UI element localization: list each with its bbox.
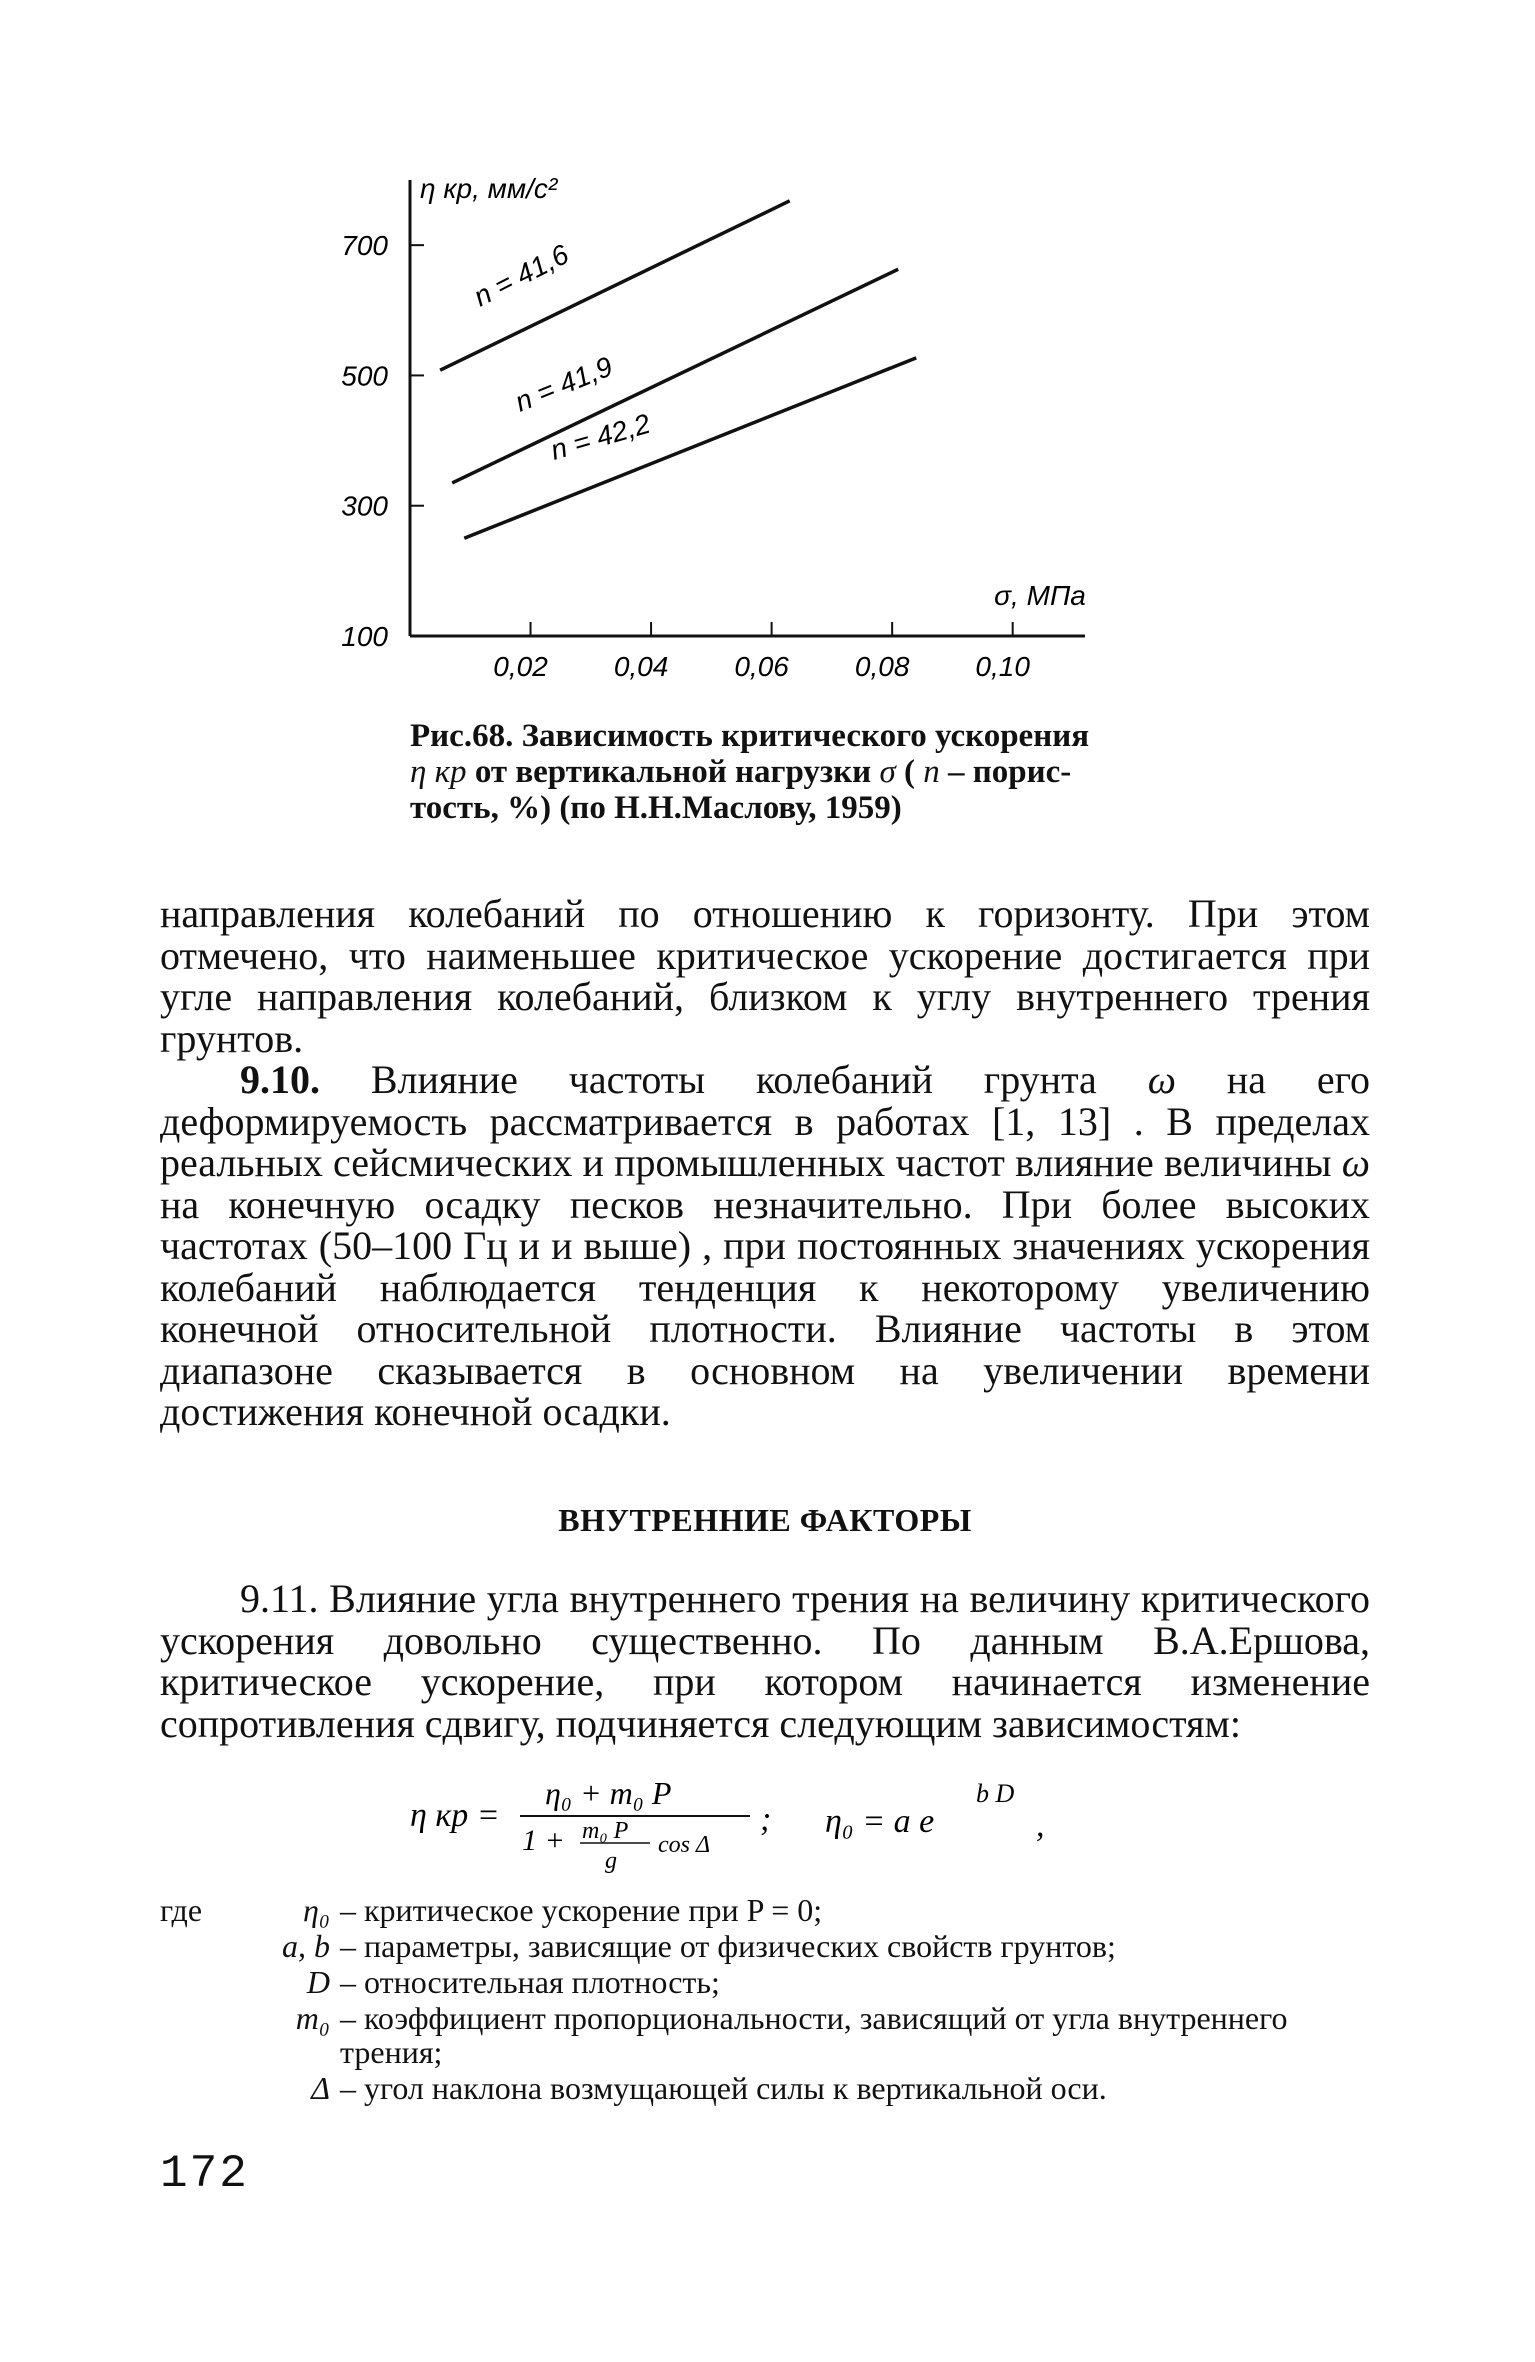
y-tick-label: 100 (341, 621, 388, 652)
paragraph-2-text-a: Влияние частоты колебаний грунта (320, 1057, 1148, 1102)
legend-symbol: Δ (311, 2070, 330, 2106)
formula-end: , (1036, 1807, 1045, 1844)
formula-inner-denominator: g (605, 1848, 617, 1874)
chart-svg (300, 140, 1160, 700)
paragraph-2-text-c: на конечную осадку песков незначительно. При более высоких частотах (50–100 Гц и и выше) , при постоянных значениях ускорения колебаний наблюдается тенденция к некоторому увеличению конечной относительной плотности. Влияние частоты в этом диапазоне сказывается в основном на увеличении времени достижения конечной осадки. (160, 1181, 1370, 1434)
x-tick-label: 0,04 (613, 651, 669, 682)
formula-lhs: η кр = (410, 1797, 500, 1834)
caption-symbol-sigma: σ (879, 754, 896, 790)
series-label-n419: n = 41,9 (510, 350, 617, 418)
x-tick-label: 0,06 (734, 651, 789, 682)
y-tick-label: 500 (341, 360, 388, 392)
series-line-1 (452, 269, 898, 483)
symbol-legend (160, 1893, 1380, 2107)
formula-inner-numerator: m₀ P (582, 1818, 629, 1844)
formula-rhs2: η₀ = a e (825, 1803, 935, 1840)
x-axis-label: σ, МПа (994, 580, 1086, 611)
x-tick-label: 0,08 (854, 651, 910, 682)
figure-caption (410, 718, 1150, 826)
legend-row (160, 2071, 1380, 2105)
caption-text-2: от вертикальной нагрузки (466, 754, 880, 790)
series-label-n422: n = 42,2 (547, 407, 654, 466)
caption-text-1: Зависимость критического ускорения (513, 718, 1090, 754)
legend-row (160, 2001, 1380, 2069)
caption-symbol-eta: η кр (410, 754, 467, 790)
chart (300, 140, 1160, 700)
caption-fig-number: Рис.68. (410, 718, 514, 754)
x-tick-label: 0,10 (975, 651, 1030, 682)
legend-symbol: m₀ (295, 2000, 330, 2036)
x-ticks (493, 622, 1030, 682)
paragraph-2-text-b: на его деформируемость рассматривается в работах [1, 13] . В пределах реальных сейсмических и промышленных частот влияние величины (160, 1057, 1370, 1185)
caption-text-3: ( (895, 754, 924, 790)
page-number: 172 (160, 2148, 249, 2200)
paragraph-1 (160, 893, 1370, 1059)
formula-numerator: η₀ + m₀ P (545, 1775, 672, 1811)
section-number-9-10: 9.10. (240, 1057, 320, 1102)
legend-row (160, 1893, 1380, 1927)
y-tick-label: 700 (341, 230, 388, 262)
omega-symbol-2: ω (1341, 1140, 1370, 1185)
paragraph-3-text: Влияние угла внутреннего трения на величину критического ускорения довольно существенно. По данным В.А.Ершова, критическое ускорение, при котором начинается изменение сопротивления сдвигу, подчиняется следующим зависимостям: (160, 1576, 1370, 1746)
legend-symbol: η₀ (303, 1892, 330, 1928)
formula-cos-delta: cos Δ (658, 1832, 711, 1858)
legend-text: – критическое ускорение при P = 0; (340, 1892, 823, 1928)
series-label-n416: n = 41,6 (468, 238, 574, 313)
legend-text: – коэффициент пропорциональности, зависящий от угла внутреннего трения; (340, 2000, 1288, 2070)
y-axis-label: η кр, мм/с² (420, 173, 558, 204)
legend-row (160, 1965, 1380, 1999)
formula-denominator-1: 1 + (522, 1824, 565, 1857)
paragraph-3 (160, 1578, 1370, 1744)
legend-symbol: D (306, 1964, 330, 2000)
formula-svg (400, 1770, 1080, 1880)
x-tick-label: 0,02 (493, 651, 548, 682)
paragraph-2 (160, 1059, 1370, 1433)
formula (400, 1770, 1080, 1880)
y-ticks (341, 230, 424, 652)
legend-prefix: где (160, 1892, 203, 1928)
legend-text: – относительная плотность; (340, 1964, 720, 2000)
caption-symbol-n: n (923, 754, 940, 790)
y-tick-label: 300 (341, 490, 388, 522)
section-number-9-11: 9.11. (240, 1576, 319, 1621)
formula-separator: ; (760, 1801, 772, 1838)
paragraph-1-text: направления колебаний по отношению к горизонту. При этом отмечено, что наименьшее критическое ускорение достигается при угле направления колебаний, близком к углу внутреннего трения грунтов. (160, 891, 1370, 1061)
legend-symbol: a, b (282, 1928, 330, 1964)
legend-row (160, 1929, 1380, 1963)
caption-text-4: – порис-тость, %) (по Н.Н.Маслову, 1959) (410, 754, 1072, 826)
series-lines (440, 201, 916, 538)
legend-text: – угол наклона возмущающей силы к вертикальной оси. (340, 2070, 1107, 2106)
section-heading: ВНУТРЕННИЕ ФАКТОРЫ (558, 1502, 972, 1538)
legend-text: – параметры, зависящие от физических свойств грунтов; (340, 1928, 1116, 1964)
formula-rhs2-exponent: b D (976, 1779, 1015, 1808)
omega-symbol-1: ω (1147, 1057, 1176, 1102)
